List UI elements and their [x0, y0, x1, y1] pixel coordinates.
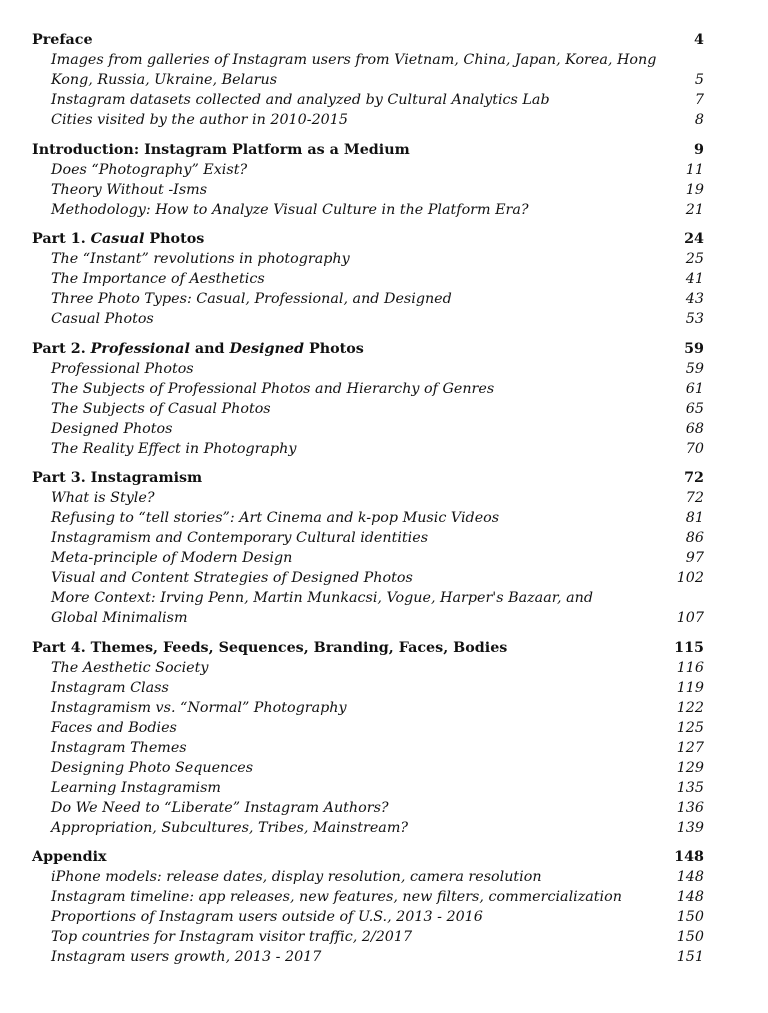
table-of-contents: [32, 30, 704, 977]
entry-title: More Context: Irving Penn, Martin Munkacsi, Vogue, Harper's Bazaar, and Global Minimalism: [51, 590, 593, 626]
section-title-part: Photos: [144, 231, 205, 247]
section-title: Preface: [32, 32, 93, 48]
entry-title: Instagram Themes: [51, 739, 187, 756]
entry-page-number: 86: [685, 530, 704, 546]
section-page-number: 24: [684, 231, 704, 247]
toc-section-preface: [32, 30, 704, 130]
entry-page-number: 7: [694, 92, 704, 108]
entry-title: Instagramism and Contemporary Cultural identities: [51, 530, 429, 546]
entry-title: Instagramism vs. “Normal” Photography: [51, 699, 347, 716]
toc-section-part-2: [32, 339, 704, 459]
section-page-number: 9: [694, 141, 704, 158]
entry-title: The Reality Effect in Photography: [51, 440, 297, 457]
section-title: Appendix: [32, 849, 107, 865]
section-title: [32, 229, 684, 249]
entry-page-number: 136: [676, 799, 704, 816]
toc-entry[interactable]: [32, 887, 704, 907]
section-heading[interactable]: [32, 229, 704, 249]
entry-page-number: 97: [685, 550, 704, 566]
toc-section-introduction: [32, 140, 704, 220]
toc-entry[interactable]: [32, 907, 704, 927]
entry-title: Faces and Bodies: [51, 719, 177, 736]
toc-entry[interactable]: [32, 309, 704, 329]
section-title-emphasis: Designed: [229, 340, 304, 357]
section-heading[interactable]: [32, 847, 704, 867]
entry-title: Do We Need to “Liberate” Instagram Authors?: [51, 799, 389, 816]
entry-page-number: 5: [694, 72, 704, 88]
entry-page-number: 129: [676, 759, 704, 776]
toc-entry[interactable]: [32, 508, 704, 528]
entry-title: What is Style?: [51, 490, 155, 506]
entry-page-number: 148: [676, 869, 704, 885]
entry-title: Instagram timeline: app releases, new features, new filters, commercialization: [51, 889, 622, 905]
entry-title: Instagram users growth, 2013 - 2017: [51, 949, 322, 965]
entry-title: Learning Instagramism: [51, 779, 221, 796]
entry-page-number: 102: [676, 570, 704, 586]
entry-page-number: 148: [676, 889, 704, 905]
entry-page-number: 127: [676, 739, 704, 756]
entry-title: Methodology: How to Analyze Visual Culture in the Platform Era?: [51, 201, 529, 218]
entry-title: Three Photo Types: Casual, Professional, and Designed: [51, 291, 452, 307]
section-title-part: Part 1.: [32, 231, 91, 247]
toc-entry[interactable]: [32, 160, 704, 180]
section-page-number: 148: [674, 849, 704, 865]
entry-page-number: 150: [676, 909, 704, 925]
entry-title: Top countries for Instagram visitor traffic, 2/2017: [51, 929, 413, 945]
section-title-emphasis: Professional: [90, 340, 190, 357]
entry-page-number: 8: [694, 112, 704, 128]
entry-title: iPhone models: release dates, display resolution, camera resolution: [51, 869, 542, 885]
entry-page-number: 119: [676, 679, 704, 696]
entry-title: Proportions of Instagram users outside of U.S., 2013 - 2016: [51, 909, 483, 925]
section-page-number: 59: [684, 340, 704, 357]
entry-page-number: 41: [685, 271, 704, 287]
entry-page-number: 65: [685, 400, 704, 417]
toc-entry[interactable]: [32, 588, 704, 628]
toc-entry[interactable]: [32, 818, 704, 838]
entry-title: The Subjects of Professional Photos and Hierarchy of Genres: [51, 380, 495, 397]
entry-page-number: 68: [685, 420, 704, 437]
toc-entry[interactable]: [32, 379, 704, 399]
toc-entry[interactable]: [32, 399, 704, 419]
section-title-emphasis: Casual: [90, 231, 145, 247]
entry-page-number: 11: [685, 161, 704, 178]
toc-entry[interactable]: [32, 90, 704, 110]
toc-entry[interactable]: [32, 927, 704, 947]
toc-entry[interactable]: [32, 488, 704, 508]
section-page-number: 115: [674, 639, 704, 656]
toc-entry[interactable]: [32, 758, 704, 778]
entry-title: Meta-principle of Modern Design: [51, 550, 293, 566]
entry-page-number: 151: [676, 949, 704, 965]
toc-entry[interactable]: [32, 678, 704, 698]
entry-title: Instagram Class: [51, 679, 169, 696]
entry-title: Casual Photos: [51, 311, 154, 327]
toc-section-part-1: [32, 229, 704, 329]
section-page-number: 72: [684, 470, 704, 486]
entry-title: Images from galleries of Instagram users from Vietnam, China, Japan, Korea, Hong Kong, Russia, Ukraine, Belarus: [51, 52, 657, 88]
section-title-part: Photos: [303, 340, 364, 357]
entry-title: The “Instant” revolutions in photography: [51, 251, 350, 267]
toc-entry[interactable]: [32, 867, 704, 887]
toc-entry[interactable]: [32, 289, 704, 309]
entry-page-number: 135: [676, 779, 704, 796]
entry-title: Refusing to “tell stories”: Art Cinema and k-pop Music Videos: [51, 510, 500, 526]
entry-title: Theory Without -Isms: [51, 181, 208, 198]
section-heading[interactable]: [32, 339, 704, 359]
entry-title: Designing Photo Sequences: [51, 759, 254, 776]
entry-page-number: 125: [676, 719, 704, 736]
toc-entry[interactable]: [32, 738, 704, 758]
entry-page-number: 81: [685, 510, 704, 526]
section-title: Introduction: Instagram Platform as a Medium: [32, 141, 410, 158]
entry-title: Does “Photography” Exist?: [51, 161, 248, 178]
entry-title: Designed Photos: [51, 420, 173, 437]
toc-entry[interactable]: [32, 548, 704, 568]
entry-page-number: 53: [685, 311, 704, 327]
section-heading[interactable]: [32, 140, 704, 160]
toc-entry[interactable]: [32, 439, 704, 459]
entry-page-number: 21: [685, 201, 704, 218]
entry-page-number: 25: [685, 251, 704, 267]
toc-entry[interactable]: [32, 798, 704, 818]
entry-title: The Importance of Aesthetics: [51, 271, 265, 287]
toc-entry[interactable]: [32, 200, 704, 220]
entry-title: The Aesthetic Society: [51, 659, 209, 676]
entry-page-number: 122: [676, 699, 704, 716]
toc-entry[interactable]: [32, 359, 704, 379]
section-title: Part 4. Themes, Feeds, Sequences, Branding, Faces, Bodies: [32, 639, 508, 656]
entry-title: Visual and Content Strategies of Designed Photos: [51, 570, 413, 586]
toc-entry[interactable]: [32, 568, 704, 588]
entry-page-number: 59: [685, 360, 704, 377]
entry-title: Appropriation, Subcultures, Tribes, Mainstream?: [51, 819, 409, 836]
section-heading[interactable]: [32, 468, 704, 488]
entry-title: Instagram datasets collected and analyzed by Cultural Analytics Lab: [51, 92, 550, 108]
entry-page-number: 72: [685, 490, 704, 506]
section-title-part: and: [189, 340, 230, 357]
toc-entry[interactable]: [32, 778, 704, 798]
section-title: Part 3. Instagramism: [32, 470, 203, 486]
section-title: [32, 339, 684, 359]
entry-title: Professional Photos: [51, 360, 194, 377]
toc-section-part-4: [32, 638, 704, 838]
toc-entry[interactable]: [32, 947, 704, 967]
section-heading[interactable]: [32, 30, 704, 50]
entry-title: The Subjects of Casual Photos: [51, 400, 271, 417]
toc-entry[interactable]: [32, 249, 704, 269]
toc-entry[interactable]: [32, 110, 704, 130]
entry-page-number: 70: [685, 440, 704, 457]
entry-title: Cities visited by the author in 2010-2015: [51, 112, 348, 128]
entry-page-number: 116: [676, 659, 704, 676]
toc-entry[interactable]: [32, 718, 704, 738]
entry-page-number: 107: [676, 610, 704, 626]
toc-entry[interactable]: [32, 658, 704, 678]
toc-entry[interactable]: [32, 698, 704, 718]
toc-entry[interactable]: [32, 419, 704, 439]
entry-page-number: 61: [685, 380, 704, 397]
entry-page-number: 19: [685, 181, 704, 198]
section-title-part: Part 2.: [32, 340, 91, 357]
toc-section-part-3: [32, 468, 704, 628]
entry-page-number: 150: [676, 929, 704, 945]
toc-entry[interactable]: [32, 269, 704, 289]
section-page-number: 4: [694, 32, 704, 48]
toc-section-appendix: [32, 847, 704, 967]
entry-page-number: 139: [676, 819, 704, 836]
toc-entry[interactable]: [32, 180, 704, 200]
entry-page-number: 43: [685, 291, 704, 307]
section-heading[interactable]: [32, 638, 704, 658]
toc-entry[interactable]: [32, 50, 704, 90]
toc-entry[interactable]: [32, 528, 704, 548]
